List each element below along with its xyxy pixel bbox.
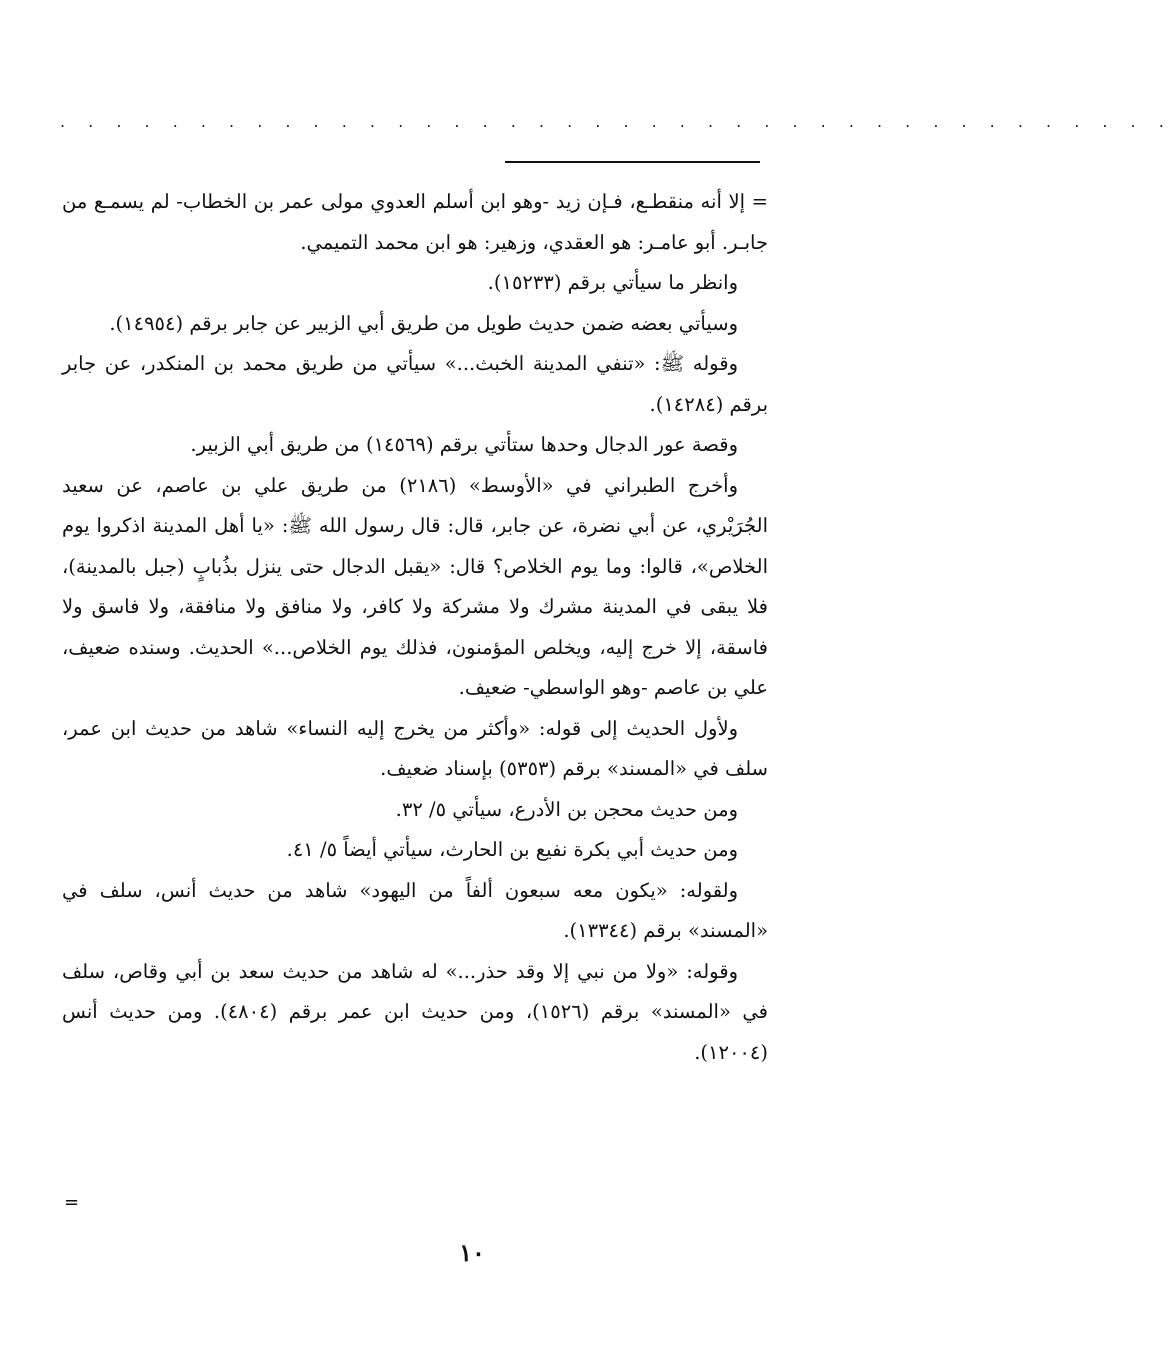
- footnote-separator-dots: . . . . . . . . . . . . . . . . . . . . . . . . . . . . . . . . . . . . . . . .: [60, 112, 1173, 131]
- footnote-body: [62, 182, 768, 1073]
- footnote-rule: [505, 161, 760, 163]
- paragraph: = إلا أنه منقطـع، فـإن زيد -وهو ابن أسلم العدوي مولى عمر بن الخطاب- لم يسمـع من جابـر. أبو عامـر: هو العقدي، وزهير: هو ابن محمد التميمي.: [62, 190, 768, 254]
- paragraph: وانظر ما سيأتي برقم (١٥٢٣٣).: [487, 271, 738, 294]
- paragraph: وأخرج الطبراني في «الأوسط» (٢١٨٦) من طريق علي بن عاصم، عن سعيد الجُرَيْري، عن أبي نضرة، عن جابر، قال: قال رسول الله ﷺ: «يا أهل المدينة اذكروا يوم الخلاص»، قالوا: وما يوم الخلاص؟ قال: «يقبل الدجال حتى ينزل بذُبابٍ (جبل بالمدينة)، فلا يبقى في المدينة مشرك ولا مشركة ولا كافر، ولا منافق ولا منافقة، ولا فاسق ولا فاسقة، إلا خرج إليه، ويخلص المؤمنون، فذلك يوم الخلاص...» الحديث. وسنده ضعيف، علي بن عاصم -وهو الواسطي- ضعيف.: [62, 473, 768, 699]
- paragraph: وقوله ﷺ: «تنفي المدينة الخبث...» سيأتي من طريق محمد بن المنكدر، عن جابر برقم (١٤٢٨٤).: [62, 352, 768, 416]
- paragraph: ولقوله: «يكون معه سبعون ألفاً من اليهود» شاهد من حديث أنس، سلف في «المسند» برقم (١٣٣٤٤).: [62, 878, 768, 942]
- continuation-mark: =: [64, 1192, 80, 1213]
- page-number: ١٠: [459, 1238, 485, 1267]
- paragraph: وسيأتي بعضه ضمن حديث طويل من طريق أبي الزبير عن جابر برقم (١٤٩٥٤).: [109, 311, 738, 335]
- paragraph: وقوله: «ولا من نبي إلا وقد حذر...» له شاهد من حديث سعد بن أبي وقاص، سلف في «المسند» برقم (١٥٢٦)، ومن حديث ابن عمر برقم (٤٨٠٤). ومن حديث أنس (١٢٠٠٤).: [62, 959, 768, 1064]
- paragraph: ومن حديث محجن بن الأدرع، سيأتي ٥/ ٣٢.: [395, 797, 738, 821]
- paragraph: وقصة عور الدجال وحدها ستأتي برقم (١٤٥٦٩) من طريق أبي الزبير.: [190, 433, 738, 456]
- paragraph: ومن حديث أبي بكرة نفيع بن الحارث، سيأتي أيضاً ٥/ ٤١.: [286, 838, 738, 861]
- paragraph: ولأول الحديث إلى قوله: «وأكثر من يخرج إليه النساء» شاهد من حديث ابن عمر، سلف في «المسند» برقم (٥٣٥٣) بإسناد ضعيف.: [62, 716, 768, 780]
